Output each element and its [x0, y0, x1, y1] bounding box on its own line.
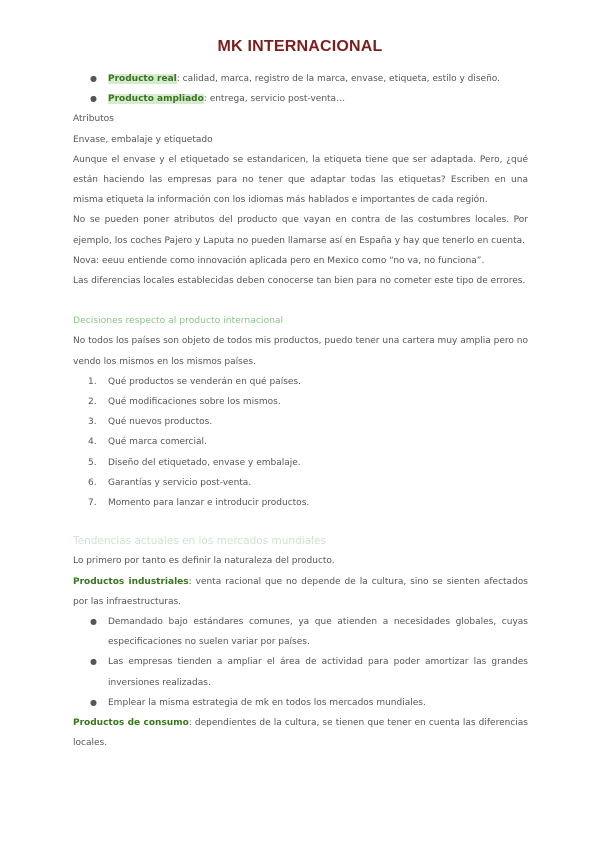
paragraph: No todos los países son objeto de todos mis productos, puedo tener una cartera muy amplia pero no vendo los mismos en los mismos países.	[73, 336, 528, 367]
list-item-text: Qué modificaciones sobre los mismos.	[108, 397, 281, 408]
list-item-text: Demandado bajo estándares comunes, ya que atienden a necesidades globales, cuyas especificaciones no suelen variar por países.	[108, 617, 528, 648]
paragraph: No se pueden poner atributos del producto que vayan en contra de las costumbres locales. Por ejemplo, los coches Pajero y Laputa no pueden llamarse así en España y hay que tenerlo en cuenta.	[73, 215, 528, 246]
term-text: : dependientes de la cultura, se tienen que tener en cuenta las diferencias locales.	[73, 718, 528, 749]
list-item-text: Garantías y servicio post-venta.	[108, 477, 252, 488]
list-item-text: Las empresas tienden a ampliar el área de actividad para poder amortizar las grandes inversiones realizadas.	[108, 657, 528, 688]
term-label: Producto real	[108, 74, 177, 84]
document-body	[73, 69, 528, 754]
section-heading: Tendencias actuales en los mercados mundiales	[73, 535, 326, 548]
list-item	[73, 693, 528, 713]
paragraph: Nova: eeuu entiende como innovación aplicada pero en Mexico como “no va, no funciona”.	[73, 255, 485, 266]
list-item-text: Qué productos se venderán en qué países.	[108, 376, 301, 387]
list-item	[73, 412, 528, 432]
list-item	[73, 69, 528, 89]
term-text: : calidad, marca, registro de la marca, envase, etiqueta, estilo y diseño.	[176, 74, 501, 84]
list-number: 2.	[88, 397, 97, 408]
list-number: 1.	[88, 376, 97, 387]
term-label: Productos industriales	[73, 576, 189, 587]
paragraph	[73, 572, 528, 612]
list-item	[73, 493, 528, 513]
list-item	[73, 612, 528, 652]
bullet-icon: ●	[90, 94, 97, 104]
list-number: 4.	[88, 437, 97, 448]
bullet-icon: ●	[90, 697, 97, 707]
list-item-text: Qué nuevos productos.	[108, 417, 213, 428]
list-item-text: Qué marca comercial.	[108, 437, 207, 448]
list-item-text: Emplear la misma estrategia de mk en todos los mercados mundiales.	[108, 697, 426, 708]
list-item	[73, 652, 528, 692]
list-item	[73, 89, 528, 109]
list-number: 6.	[88, 477, 97, 488]
list-item	[73, 432, 528, 452]
term-text: : venta racional que no depende de la cultura, sino se sienten afectados por las infraestructuras.	[73, 576, 528, 607]
section-label: Envase, embalaje y etiquetado	[73, 134, 213, 145]
term-label: Producto ampliado	[108, 94, 204, 105]
paragraph	[73, 713, 528, 753]
section-heading: Decisiones respecto al producto internacional	[73, 315, 284, 327]
paragraph: Lo primero por tanto es definir la naturaleza del producto.	[73, 556, 335, 567]
list-number: 5.	[88, 457, 97, 468]
paragraph: Las diferencias locales establecidas deben conocerse tan bien para no cometer este tipo de errores.	[73, 276, 526, 287]
list-item	[73, 372, 528, 392]
bullet-icon: ●	[90, 74, 97, 83]
term-label: Productos de consumo	[73, 718, 189, 729]
list-item-text: Momento para lanzar e introducir productos.	[108, 498, 310, 509]
term-text: : entrega, servicio post-venta…	[203, 94, 346, 105]
list-item-text: Diseño del etiquetado, envase y embalaje.	[108, 457, 301, 468]
paragraph: Aunque el envase y el etiquetado se estandaricen, la etiqueta tiene que ser adaptada. Pero, ¿qué están haciendo las empresas para no tener que adaptar todas las etiquetas? Escriben en una misma etiqueta la información con los idiomas más hablados e importantes de cada región.	[73, 154, 528, 206]
section-label: Atributos	[73, 114, 114, 125]
bullet-icon: ●	[90, 617, 97, 627]
list-item	[73, 453, 528, 473]
bullet-icon: ●	[90, 657, 97, 667]
list-item	[73, 473, 528, 493]
list-number: 3.	[88, 417, 97, 428]
page-title: MK INTERNACIONAL	[217, 38, 383, 55]
list-item	[73, 392, 528, 412]
list-number: 7.	[88, 498, 97, 509]
